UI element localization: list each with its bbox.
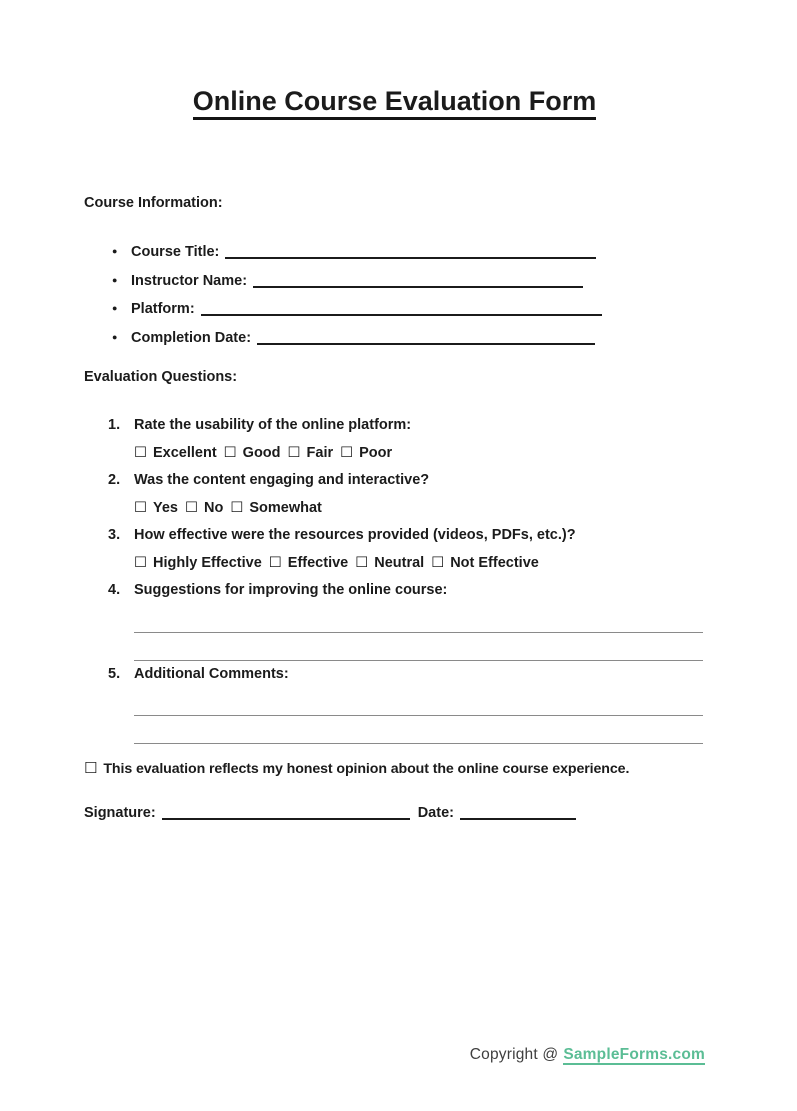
question-text: Suggestions for improving the online course: [134,582,448,598]
checkbox-option[interactable] [224,445,281,461]
option-label: Excellent [153,444,217,461]
footer [470,1045,705,1065]
question-number: 5. [108,665,121,682]
bullet-icon: ● [112,331,118,342]
checkbox-icon[interactable]: ☐ [223,444,237,461]
page-title: Online Course Evaluation Form [84,84,705,118]
date-label: Date: [417,805,454,821]
field-row-completion-date [84,324,705,353]
checkbox-option[interactable] [230,500,322,516]
declaration-row [84,759,705,779]
question-text: How effective were the resources provided (videos, PDFs, etc.)? [134,527,576,543]
question-1 [84,412,705,440]
options-row-2 [134,495,705,523]
field-blank-line[interactable] [253,284,583,288]
checkbox-icon[interactable]: ☐ [230,499,244,516]
field-blank-line[interactable] [201,312,602,316]
field-label: Platform: [131,301,195,317]
field-label: Instructor Name: [131,272,248,289]
checkbox-icon[interactable]: ☐ [355,554,369,571]
option-label: Good [242,444,281,461]
declaration-text: This evaluation reflects my honest opinion about the online course experience. [103,761,630,777]
field-row-platform [84,295,705,324]
checkbox-icon[interactable]: ☐ [340,444,354,461]
question-list [84,412,705,744]
checkbox-icon[interactable]: ☐ [84,760,98,777]
question-text: Was the content engaging and interactive? [134,472,430,488]
question-number: 4. [108,582,121,598]
question-4 [84,577,705,605]
checkbox-option[interactable] [134,555,262,571]
answer-line[interactable] [134,688,703,716]
question-3 [84,522,705,550]
answer-line[interactable] [134,716,703,744]
checkbox-option[interactable] [269,555,348,571]
answer-line[interactable] [134,605,703,633]
field-row-course-title [84,238,705,267]
checkbox-option[interactable] [340,445,392,461]
question-text: Additional Comments: [134,665,289,682]
checkbox-option[interactable] [134,445,217,461]
footer-copyright: Copyright @ [469,1046,559,1063]
question-number: 2. [108,472,121,488]
options-row-3 [134,550,705,578]
checkbox-icon[interactable]: ☐ [134,444,147,461]
checkbox-option[interactable] [185,500,223,516]
signature-row [84,803,705,823]
option-label: Neutral [374,554,425,571]
question-text: Rate the usability of the online platform: [134,417,412,433]
option-label: Not Effective [450,554,539,571]
question-number: 1. [108,417,121,433]
question-2 [84,467,705,495]
checkbox-icon[interactable]: ☐ [185,499,198,516]
option-label: No [204,499,224,516]
option-label: Highly Effective [153,554,262,571]
bullet-icon: ● [112,246,118,256]
checkbox-icon[interactable]: ☐ [134,499,147,516]
checkbox-icon[interactable]: ☐ [287,444,301,461]
checkbox-icon[interactable]: ☐ [268,554,282,571]
section-heading-course-info: Course Information: [84,195,223,211]
checkbox-icon[interactable]: ☐ [431,554,445,571]
field-blank-line[interactable] [225,255,596,259]
options-row-1 [134,440,705,468]
checkbox-option[interactable] [431,555,539,571]
course-info-list [84,238,705,352]
question-5 [84,661,705,689]
checkbox-option[interactable] [355,555,424,571]
question-number: 3. [108,527,121,543]
option-label: Somewhat [249,499,322,516]
bullet-icon: ● [112,303,118,313]
option-label: Fair [306,444,334,461]
section-heading-evaluation: Evaluation Questions: [84,369,238,385]
bullet-icon: ● [112,274,118,285]
field-label: Course Title: [131,244,220,260]
option-label: Yes [153,499,178,516]
option-label: Effective [287,554,349,571]
checkbox-icon[interactable]: ☐ [134,554,147,571]
signature-line[interactable] [162,816,410,820]
signature-label: Signature: [84,805,156,821]
answer-line[interactable] [134,633,703,661]
field-blank-line[interactable] [257,341,595,345]
field-row-instructor-name [84,267,705,296]
option-label: Poor [359,444,393,461]
date-line[interactable] [460,816,576,820]
checkbox-option[interactable] [134,500,178,516]
field-label: Completion Date: [131,329,252,346]
footer-link[interactable]: SampleForms.com [563,1046,705,1063]
form-page [0,84,797,823]
checkbox-option[interactable] [288,445,334,461]
